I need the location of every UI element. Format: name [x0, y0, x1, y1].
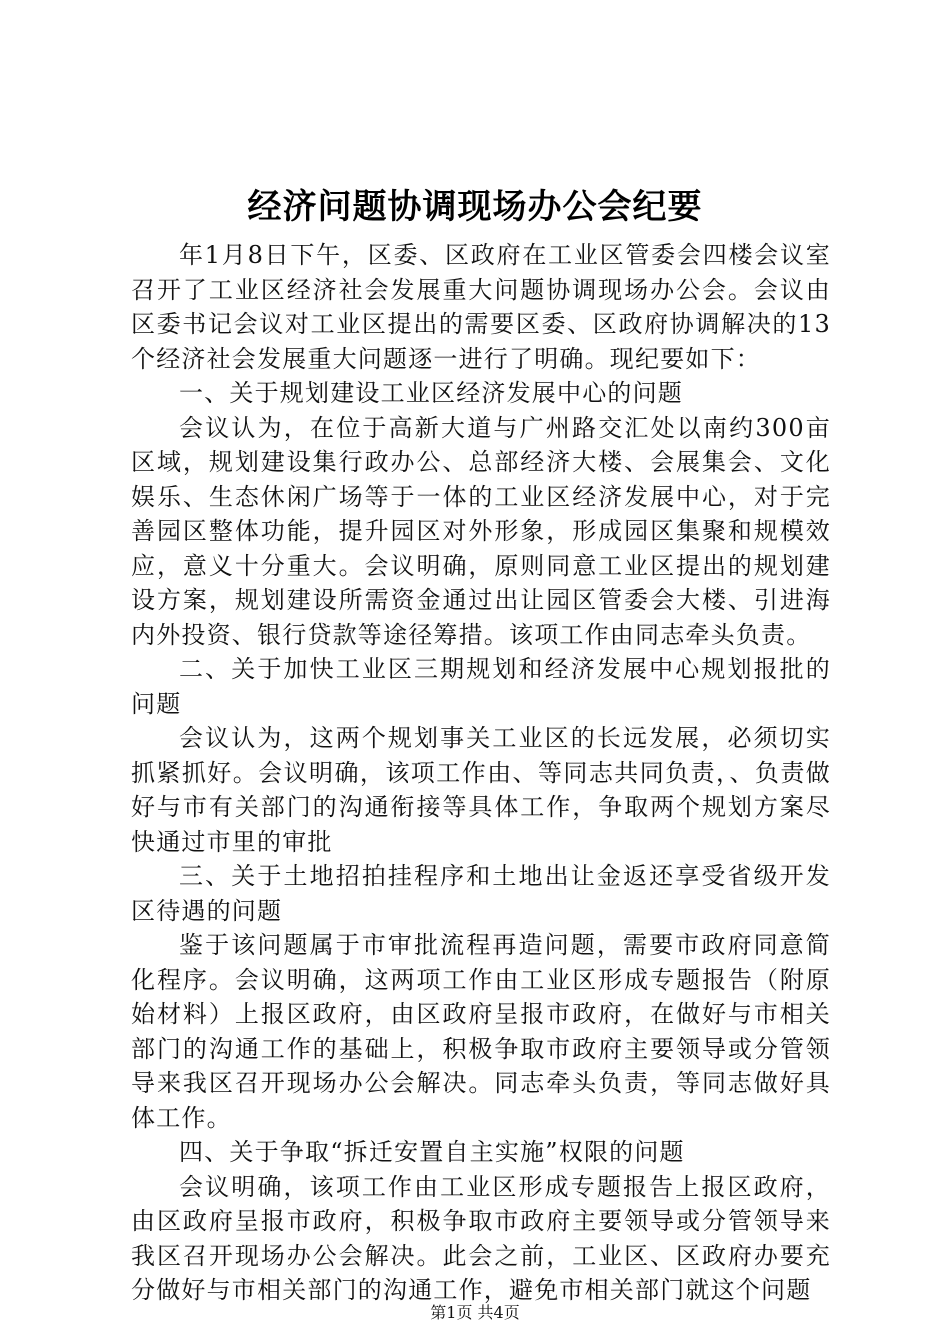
paragraph-section-1: 会议认为，在位于高新大道与广州路交汇处以南约300亩区域，规划建设集行政办公、总部经济大楼、会展集会、文化娱乐、生态休闲广场等于一体的工业区经济发展中心，对于完善园区整体功能，提升园区对外形象，形成园区集聚和规模效应，意义十分重大。会议明确，原则同意工业区提出的规划建设方案，规划建设所需资金通过出让园区管委会大楼、引进海内外投资、银行贷款等途径筹措。该项工作由同志牵头负责。	[131, 413, 831, 649]
section-heading-2: 二、关于加快工业区三期规划和经济发展中心规划报批的问题	[131, 655, 831, 718]
document-body	[131, 238, 831, 1308]
page-footer: 第1页 共4页	[430, 1303, 520, 1322]
section-heading-1: 一、关于规划建设工业区经济发展中心的问题	[179, 379, 683, 407]
section-heading-3: 三、关于土地招拍挂程序和土地出让金返还享受省级开发区待遇的问题	[131, 862, 831, 925]
paragraph-section-4: 会议明确，该项工作由工业区形成专题报告上报区政府，由区政府呈报市政府，积极争取市政府主要领导或分管领导来我区召开现场办公会解决。此会之前，工业区、区政府办要充分做好与市相关部门的沟通工作，避免市相关部门就这个问题	[131, 1172, 831, 1304]
paragraph-intro: 年1月8日下午，区委、区政府在工业区管委会四楼会议室召开了工业区经济社会发展重大问题协调现场办公会。会议由区委书记会议对工业区提出的需要区委、区政府协调解决的13个经济社会发展重大问题逐一进行了明确。现纪要如下：	[131, 241, 831, 373]
paragraph-section-2: 会议认为，这两个规划事关工业区的长远发展，必须切实抓紧抓好。会议明确，该项工作由、等同志共同负责，、负责做好与市有关部门的沟通衔接等具体工作，争取两个规划方案尽快通过市里的审批	[131, 724, 831, 856]
paragraph-section-3: 鉴于该问题属于市审批流程再造问题，需要市政府同意简化程序。会议明确，这两项工作由工业区形成专题报告（附原始材料）上报区政府，由区政府呈报市政府，在做好与市相关部门的沟通工作的基础上，积极争取市政府主要领导或分管领导来我区召开现场办公会解决。同志牵头负责，等同志做好具体工作。	[131, 931, 831, 1132]
document-title: 经济问题协调现场办公会纪要	[247, 187, 703, 227]
section-heading-4: 四、关于争取“拆迁安置自主实施”权限的问题	[179, 1138, 685, 1166]
